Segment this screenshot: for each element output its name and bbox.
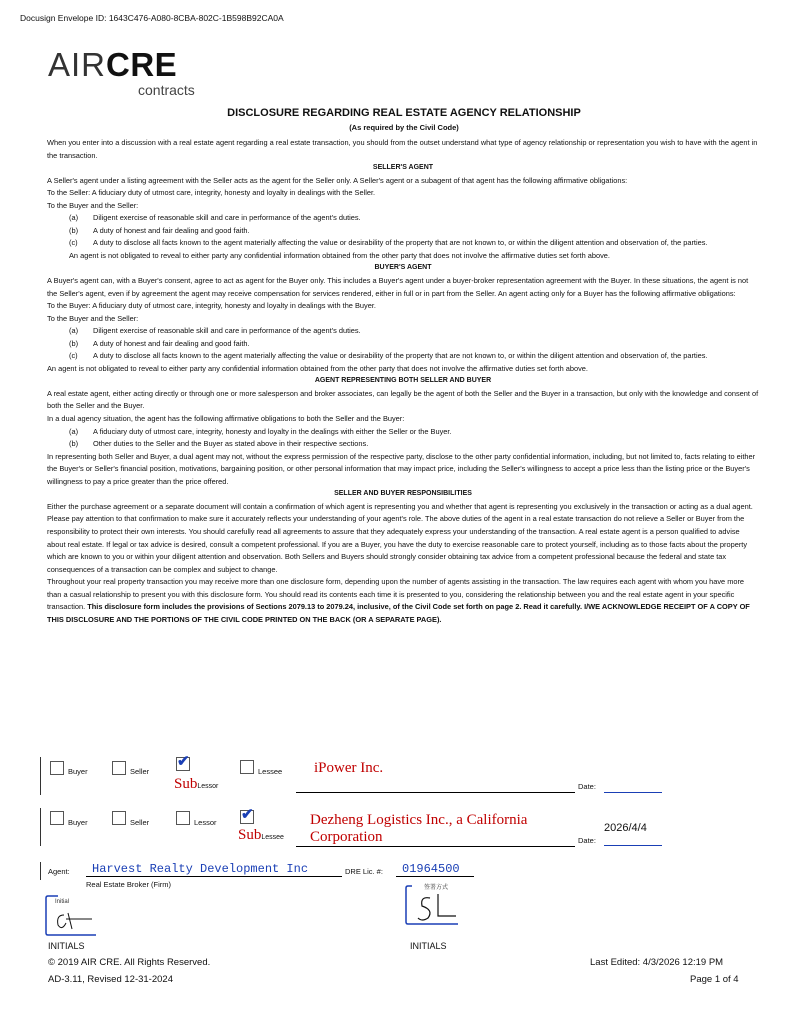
paragraph: In representing both Seller and Buyer, a dual agent may not, without the express permission of the respective party, disclose to the other party confidential information, including, but not limited to, facts relating to either the Buyer's or Seller's financial position, motivations, bargaining position, or other personal information that may impact price, including the Seller's willingness to accept a price less than the listing price or the Buyer's willingness to pay a price greater than the price offered. (47, 451, 756, 486)
paragraph: To the Seller: A fiduciary duty of utmost care, integrity, honesty and loyalty in dealings with the Seller. (47, 188, 376, 198)
initials-label-1: INITIALS (48, 941, 85, 951)
initial-tag: 签署方式 (424, 885, 449, 891)
envelope-id: Docusign Envelope ID: 1643C476-A080-8CBA-802C-1B598B92CA0A (20, 13, 284, 23)
buyer-checkbox-1[interactable] (50, 761, 64, 775)
seller-label: Seller (130, 767, 150, 776)
sublessee-label: SubLessee (238, 827, 284, 843)
page-title: DISCLOSURE REGARDING REAL ESTATE AGENCY RELATIONSHIP (227, 107, 581, 119)
last-edited: Last Edited: 4/3/2026 12:19 PM (590, 957, 724, 968)
buyer-checkbox-2[interactable] (50, 811, 64, 825)
copyright: © 2019 AIR CRE. All Rights Reserved. (48, 957, 211, 968)
list-item: (a) Diligent exercise of reasonable skill and care in performance of the agent's duties. (69, 326, 361, 336)
initials-box-2[interactable] (404, 880, 464, 930)
section-heading: AGENT REPRESENTING BOTH SELLER AND BUYER (314, 377, 492, 385)
lessor-label: Lessor (194, 818, 217, 827)
paragraph: A Buyer's agent can, with a Buyer's consent, agree to act as agent for the Buyer only. This includes a Buyer's agent under a buyer-broker representation agreement with the Buyer. In these situations, the agent is not the Seller's agent, even if by agreement the agent may receive compensation for services rendered, either in full or in part from the Seller. An agent acting only for a Buyer has the following affirmative obligations: (47, 276, 749, 298)
section-heading: BUYER'S AGENT (374, 264, 432, 272)
date-field-1[interactable] (604, 792, 662, 793)
agent-label: Agent: (48, 867, 70, 876)
lessee-checkbox-1[interactable] (240, 760, 254, 774)
seller-checkbox-2[interactable] (112, 811, 126, 825)
dre-number: 01964500 (402, 862, 460, 876)
agent-line (86, 876, 342, 877)
list-item: (a) Diligent exercise of reasonable skill and care in performance of the agent's duties. (69, 213, 361, 223)
signature-line-2 (296, 846, 575, 847)
paragraph: In a dual agency situation, the agent has the following affirmative obligations to both the Seller and the Buyer: (47, 414, 405, 424)
lessee-label: Lessee (258, 767, 283, 776)
list-item: (b) A duty of honest and fair dealing and good faith. (69, 225, 250, 235)
paragraph: Throughout your real property transaction you may receive more than one disclosure form, depending upon the number of agents assisting in the transaction. The law requires each agent with whom you have more than a casual relationship to present you with this disclosure form. You should read its contents each time it is presented to you, considering the relationship between you and the real estate agent in your specific transaction. This disclosure form includes the provisions of Sections 2079.13 to 2079.24, inclusive, of the Civil Code set forth on page 2. Read it carefully. I/WE ACKNOWLEDGE RECEIPT OF A COPY OF THIS DISCLOSURE AND THE PORTIONS OF THE CIVIL CODE PRINTED ON THE BACK (OR A SEPARATE PAGE). (47, 577, 750, 624)
paragraph: An agent is not obligated to reveal to either party any confidential information obtained from the other party that does not involve the affirmative duties set forth above. (69, 250, 610, 260)
intro-text: When you enter into a discussion with a real estate agent regarding a real estate transaction, you should from the outset understand what type of agency relationship or representation you wish to have with the agent in the transaction. (47, 138, 758, 160)
seller-label: Seller (130, 818, 150, 827)
date-label: Date: (578, 782, 596, 791)
agent-name: Harvest Realty Development Inc (92, 862, 309, 876)
list-item: (b) Other duties to the Seller and the Buyer as stated above in their respective sections. (69, 439, 369, 449)
initials-label-2: INITIALS (410, 941, 447, 951)
party-name-1: iPower Inc. (314, 760, 384, 776)
air-cre-logo: AIRCRE contracts (48, 46, 195, 98)
initials-box-1[interactable] (44, 893, 100, 939)
margin-bar (40, 862, 41, 880)
paragraph: A real estate agent, either acting directly or through one or more salesperson and broker associates, can legally be the agent of both the Seller and the Buyer in a transaction, but only with the knowledge and consent of both the Seller and the Buyer. (47, 388, 759, 411)
paragraph: A Seller's agent under a listing agreement with the Seller acts as the agent for the Seller only. A Seller's agent or a subagent of that agent has the following affirmative obligations: (47, 175, 628, 185)
paragraph: Either the purchase agreement or a separate document will contain a confirmation of which agent is representing you and whether that agent is representing you exclusively in the transaction or acting as a dual agent. Please pay attention to that confirmation to make sure it accurately reflects your understanding of your agent's role. The above duties of the agent in a real estate transaction do not relieve a Seller or Buyer from the responsibility to protect their own interests. You should carefully read all agreements to assure that they adequately express your understanding of the transaction. A real estate agent is a person qualified to advise about real estate. If legal or tax advice is desired, consult a competent professional. If you are a Buyer, you have the duty to exercise reasonable care to protect yourself, including as to those facts about the property which are known to you or within your diligent attention and observation. Both Sellers and Buyers should strongly consider obtaining tax advice from a competent professional because the federal and state tax consequences of a transaction can be complex and subject to change. (47, 501, 753, 574)
paragraph: To the Buyer and the Seller: (47, 313, 139, 323)
seller-checkbox-1[interactable] (112, 761, 126, 775)
buyer-label: Buyer (68, 818, 88, 827)
initial-tag: Initial (55, 899, 70, 905)
checkmark-icon: ✔ (241, 806, 254, 823)
paragraph: To the Buyer: A fiduciary duty of utmost care, integrity, honesty and loyalty in dealings with the Buyer. (47, 301, 376, 311)
signature-date: 2026/4/4 (604, 822, 647, 834)
section-heading: SELLER'S AGENT (372, 164, 434, 172)
paragraph: To the Buyer and the Seller: (47, 200, 139, 210)
paragraph: An agent is not obligated to reveal to either party any confidential information obtained from the other party that does not involve the affirmative duties set forth above. (47, 363, 588, 373)
list-item: (b) A duty of honest and fair dealing and good faith. (69, 338, 250, 348)
date-label: Date: (578, 836, 596, 845)
buyer-label: Buyer (68, 767, 88, 776)
disclosure-body (47, 137, 759, 626)
sublessor-label: SubLessor (174, 776, 219, 792)
list-item: (a) A fiduciary duty of utmost care, integrity, honesty and loyalty in the dealings with either the Seller or the Buyer. (69, 426, 452, 436)
dre-line (396, 876, 474, 877)
party-name-2: Dezheng Logistics Inc., a California Corporation (310, 812, 528, 845)
page-subtitle: (As required by the Civil Code) (349, 123, 459, 132)
page-number: Page 1 of 4 (690, 974, 739, 985)
checkmark-icon: ✔ (177, 753, 190, 770)
dre-label: DRE Lic. #: (345, 867, 383, 876)
lessor-checkbox-2[interactable] (176, 811, 190, 825)
form-revision: AD-3.11, Revised 12-31-2024 (48, 974, 173, 985)
broker-label: Real Estate Broker (Firm) (86, 880, 172, 889)
date-field-2[interactable] (604, 845, 662, 846)
margin-bar (40, 808, 41, 846)
margin-bar (40, 757, 41, 795)
list-item: (c) A duty to disclose all facts known to the agent materially affecting the value or desirability of the property that are not known to, or within the diligent attention and observation of, the parties. (69, 238, 708, 248)
section-heading: SELLER AND BUYER RESPONSIBILITIES (334, 490, 472, 498)
list-item: (c) A duty to disclose all facts known to the agent materially affecting the value or desirability of the property that are not known to, or within the diligent attention and observation of, the parties. (69, 351, 708, 361)
signature-line-1 (296, 792, 575, 793)
